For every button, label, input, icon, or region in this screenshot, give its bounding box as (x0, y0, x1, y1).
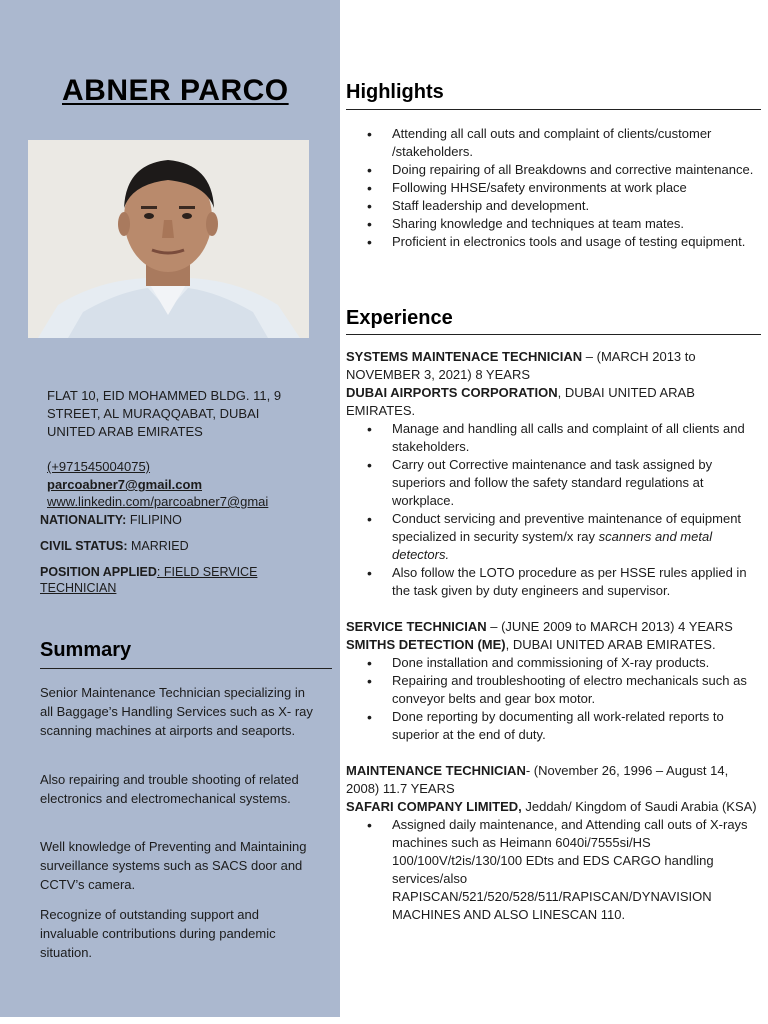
job-title: MAINTENANCE TECHNICIAN (346, 763, 526, 778)
nationality-label: NATIONALITY: (40, 513, 127, 527)
list-item: • Attending all call outs and complaint of clients/customer /stakeholders. (340, 125, 760, 161)
job-period: – (MARCH 2013 to NOVEMBER 3, 2021) 8 YEARS (346, 349, 696, 382)
job-entry (346, 762, 758, 924)
position-label: POSITION APPLIED (40, 565, 157, 579)
profile-photo (28, 140, 309, 338)
nationality-value: FILIPINO (129, 513, 182, 527)
job-period: – (JUNE 2009 to MARCH 2013) 4 YEARS (486, 619, 733, 634)
email-link[interactable]: parcoabner7@gmail.com (47, 477, 203, 492)
job-company (346, 798, 758, 816)
portrait-image (28, 140, 309, 338)
highlights-divider (346, 109, 761, 110)
list-item: • Done reporting by documenting all work-related reports to superior at the end of duty. (346, 708, 758, 744)
job-entry (346, 618, 758, 744)
summary-paragraph: Also repairing and trouble shooting of related electronics and electromechanical systems. (40, 772, 299, 806)
linkedin-link[interactable]: www.linkedin.com/parcoabner7@gmai (47, 494, 269, 509)
phone-number[interactable]: (+971545004075) (47, 459, 151, 474)
civil-status-value: MARRIED (130, 539, 189, 553)
list-item: • Carry out Corrective maintenance and task assigned by superiors and follow the safety standard regulations at workplace. (346, 456, 758, 510)
summary-paragraph: Recognize of outstanding support and invaluable contributions during pandemic situation. (40, 907, 276, 960)
summary-title: Summary (40, 639, 132, 661)
job-duties (346, 816, 758, 924)
civil-status (40, 538, 189, 554)
job-title: SYSTEMS MAINTENACE TECHNICIAN (346, 349, 583, 364)
experience-title: Experience (346, 307, 453, 329)
address: FLAT 10, EID MOHAMMED BLDG. 11, 9 STREET, AL MURAQQABAT, DUBAI UNITED ARAB EMIRATES (47, 388, 282, 439)
job-role (346, 348, 758, 384)
duty-italic: scanners and metal detectors. (392, 529, 713, 562)
job-period: - (November 26, 1996 – August 14, 2008) 11.7 YEARS (346, 763, 729, 796)
job-role (346, 618, 758, 636)
candidate-name: ABNER PARCO (62, 74, 289, 107)
list-item: • Assigned daily maintenance, and Attending call outs of X-rays machines such as Heimann 6040i/7555si/HS 100/100V/t2is/130/100 EDts and EDS CARGO handling services/also RAPISCAN/521/520/528/511/RAPISCAN/DYNAVISION MACHINES AND ALSO LINESCAN 110. (346, 816, 758, 924)
experience-divider (346, 334, 761, 335)
sidebar (0, 0, 340, 1017)
highlights-title: Highlights (346, 81, 444, 103)
list-item: • Staff leadership and development. (340, 197, 760, 215)
company-location: , DUBAI UNITED ARAB EMIRATES. (346, 385, 695, 418)
list-item: • Following HHSE/safety environments at work place (340, 179, 760, 197)
list-item: • Doing repairing of all Breakdowns and corrective maintenance. (340, 161, 760, 179)
list-item: • Sharing knowledge and techniques at team mates. (340, 215, 760, 233)
position-applied (40, 564, 280, 596)
list-item: • Also follow the LOTO procedure as per HSSE rules applied in the task given by duty engineers and supervisor. (346, 564, 758, 600)
experience-entries (346, 348, 758, 924)
company-location: , DUBAI UNITED ARAB EMIRATES. (505, 637, 716, 652)
duty-text: Conduct servicing and preventive maintenance of equipment specialized in security system/x ray (392, 511, 742, 544)
company-name: SMITHS DETECTION (ME) (346, 637, 506, 652)
summary-paragraph: Senior Maintenance Technician specializing in all Baggage’s Handling Services such as X- ray scanning machines at airports and seaports. (40, 685, 313, 738)
job-title: SERVICE TECHNICIAN (346, 619, 487, 634)
job-duties (346, 420, 758, 600)
list-item: • Proficient in electronics tools and usage of testing equipment. (340, 233, 760, 251)
highlights-list (340, 125, 760, 251)
list-item: • Repairing and troubleshooting of electro mechanicals such as conveyor belts and gear box motor. (346, 672, 758, 708)
nationality (40, 512, 182, 528)
summary-divider (40, 668, 332, 669)
job-entry (346, 348, 758, 600)
summary-paragraph: Well knowledge of Preventing and Maintaining surveillance systems such as SACS door and CCTV’s camera. (40, 839, 307, 892)
job-role (346, 762, 758, 798)
list-item: • Manage and handling all calls and complaint of all clients and stakeholders. (346, 420, 758, 456)
civil-status-label: CIVIL STATUS: (40, 539, 128, 553)
company-location: Jeddah/ Kingdom of Saudi Arabia (KSA) (521, 799, 757, 814)
position-value: : FIELD SERVICE TECHNICIAN (40, 565, 258, 595)
job-company (346, 636, 758, 654)
company-name: SAFARI COMPANY LIMITED, (346, 799, 522, 814)
job-duties (346, 654, 758, 744)
company-name: DUBAI AIRPORTS CORPORATION (346, 385, 558, 400)
job-company (346, 384, 758, 420)
list-item (346, 510, 758, 564)
list-item: • Done installation and commissioning of X-ray products. (346, 654, 758, 672)
